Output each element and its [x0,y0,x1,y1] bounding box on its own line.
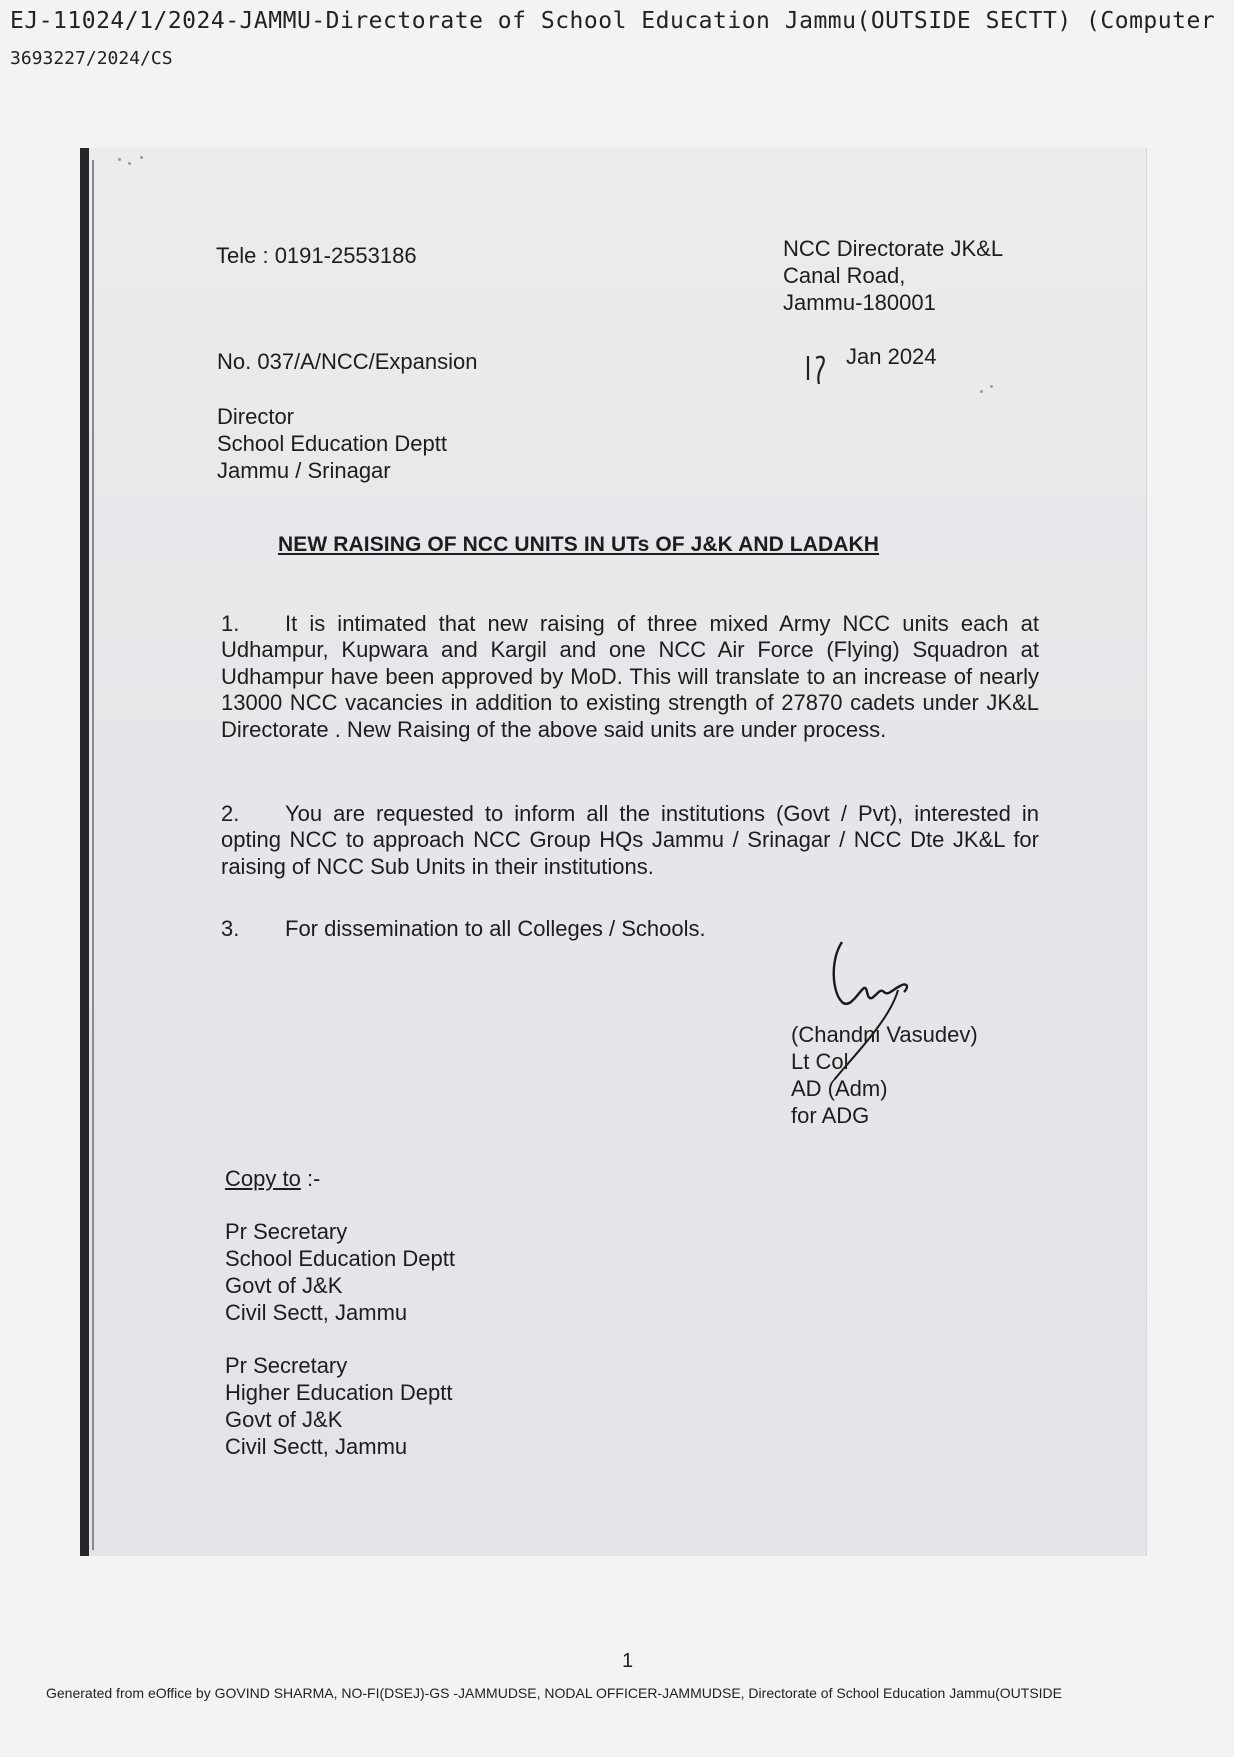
recipient-address [217,403,447,484]
paragraph-number: 3. [221,916,240,941]
paragraph-number: 1. [221,611,240,636]
copy-to-suffix: :- [300,1166,321,1191]
paragraph-text: It is intimated that new raising of three mixed Army NCC units each at Udhampur, Kupwara and Kargil and one NCC Air Force (Flying) Squadron at Udhampur have been approved by MoD. This will translate to an increase of nearly 13000 NCC vacancies in addition to existing strength of 27870 cadets under JK&L Directorate . New Raising of the above said units are under process. [221,611,1039,742]
sender-address-line: NCC Directorate JK&L [783,236,1004,261]
reference-number: No. 037/A/NCC/Expansion [217,349,478,374]
signatory-on-behalf: for ADG [791,1103,870,1128]
recipient-line: Jammu / Srinagar [217,458,391,483]
recipient-line: School Education Deptt [217,431,447,456]
signatory-appointment: AD (Adm) [791,1076,888,1101]
receipt-number-header: 3693227/2024/CS [10,48,173,69]
signatory-rank: Lt Col [791,1049,849,1074]
sender-address-line: Canal Road, [783,263,906,288]
recipient-line: Director [217,404,295,429]
copy-recipient-line: Govt of J&K [225,1273,343,1298]
copy-recipient-line: Higher Education Deptt [225,1380,453,1405]
scan-speck [990,385,993,388]
scan-edge-line [92,160,94,1550]
copy-to-heading [225,1165,320,1192]
letter-date: Jan 2024 [846,344,937,369]
scan-speck [118,158,121,161]
copy-recipient-line: School Education Deptt [225,1246,455,1271]
scan-speck [980,390,983,393]
copy-recipient-line: Govt of J&K [225,1407,343,1432]
signatory-name: (Chandni Vasudev) [791,1022,978,1047]
copy-to-label: Copy to [225,1166,301,1191]
signatory-block [791,1021,978,1129]
paragraph-text: For dissemination to all Colleges / Schools. [285,916,706,941]
scan-speck [140,156,143,159]
copy-recipient-line: Civil Sectt, Jammu [225,1434,408,1459]
copy-recipient-line: Pr Secretary [225,1219,348,1244]
paragraph-text: You are requested to inform all the institutions (Govt / Pvt), interested in opting NCC to approach NCC Group HQs Jammu / Srinagar / NCC Dte JK&L for raising of NCC Sub Units in their institutions. [221,801,1039,879]
letter-subject: NEW RAISING OF NCC UNITS IN UTs OF J&K AND LADAKH [278,533,880,556]
paragraph-1 [221,611,1039,743]
copy-recipient-1 [225,1218,455,1326]
scan-speck [128,162,131,165]
paragraph-number: 2. [221,801,240,826]
file-reference-header: EJ-11024/1/2024-JAMMU-Directorate of School Education Jammu(OUTSIDE SECTT) (Computer [10,8,1216,34]
copy-recipient-line: Civil Sectt, Jammu [225,1300,408,1325]
telephone-number: Tele : 0191-2553186 [216,243,417,268]
page-number: 1 [622,1650,634,1672]
handwritten-date-day [804,350,834,391]
copy-recipient-line: Pr Secretary [225,1353,348,1378]
copy-recipient-2 [225,1352,452,1460]
sender-address [783,235,1003,316]
sender-address-line: Jammu-180001 [783,290,936,315]
scan-edge-shadow [80,148,89,1556]
paragraph-2 [221,801,1039,880]
eoffice-footer: Generated from eOffice by GOVIND SHARMA, NO-FI(DSEJ)-GS -JAMMUDSE, NODAL OFFICER-JAMMUDSE, Directorate of School Education Jammu(OUTSIDE [46,1685,1062,1701]
